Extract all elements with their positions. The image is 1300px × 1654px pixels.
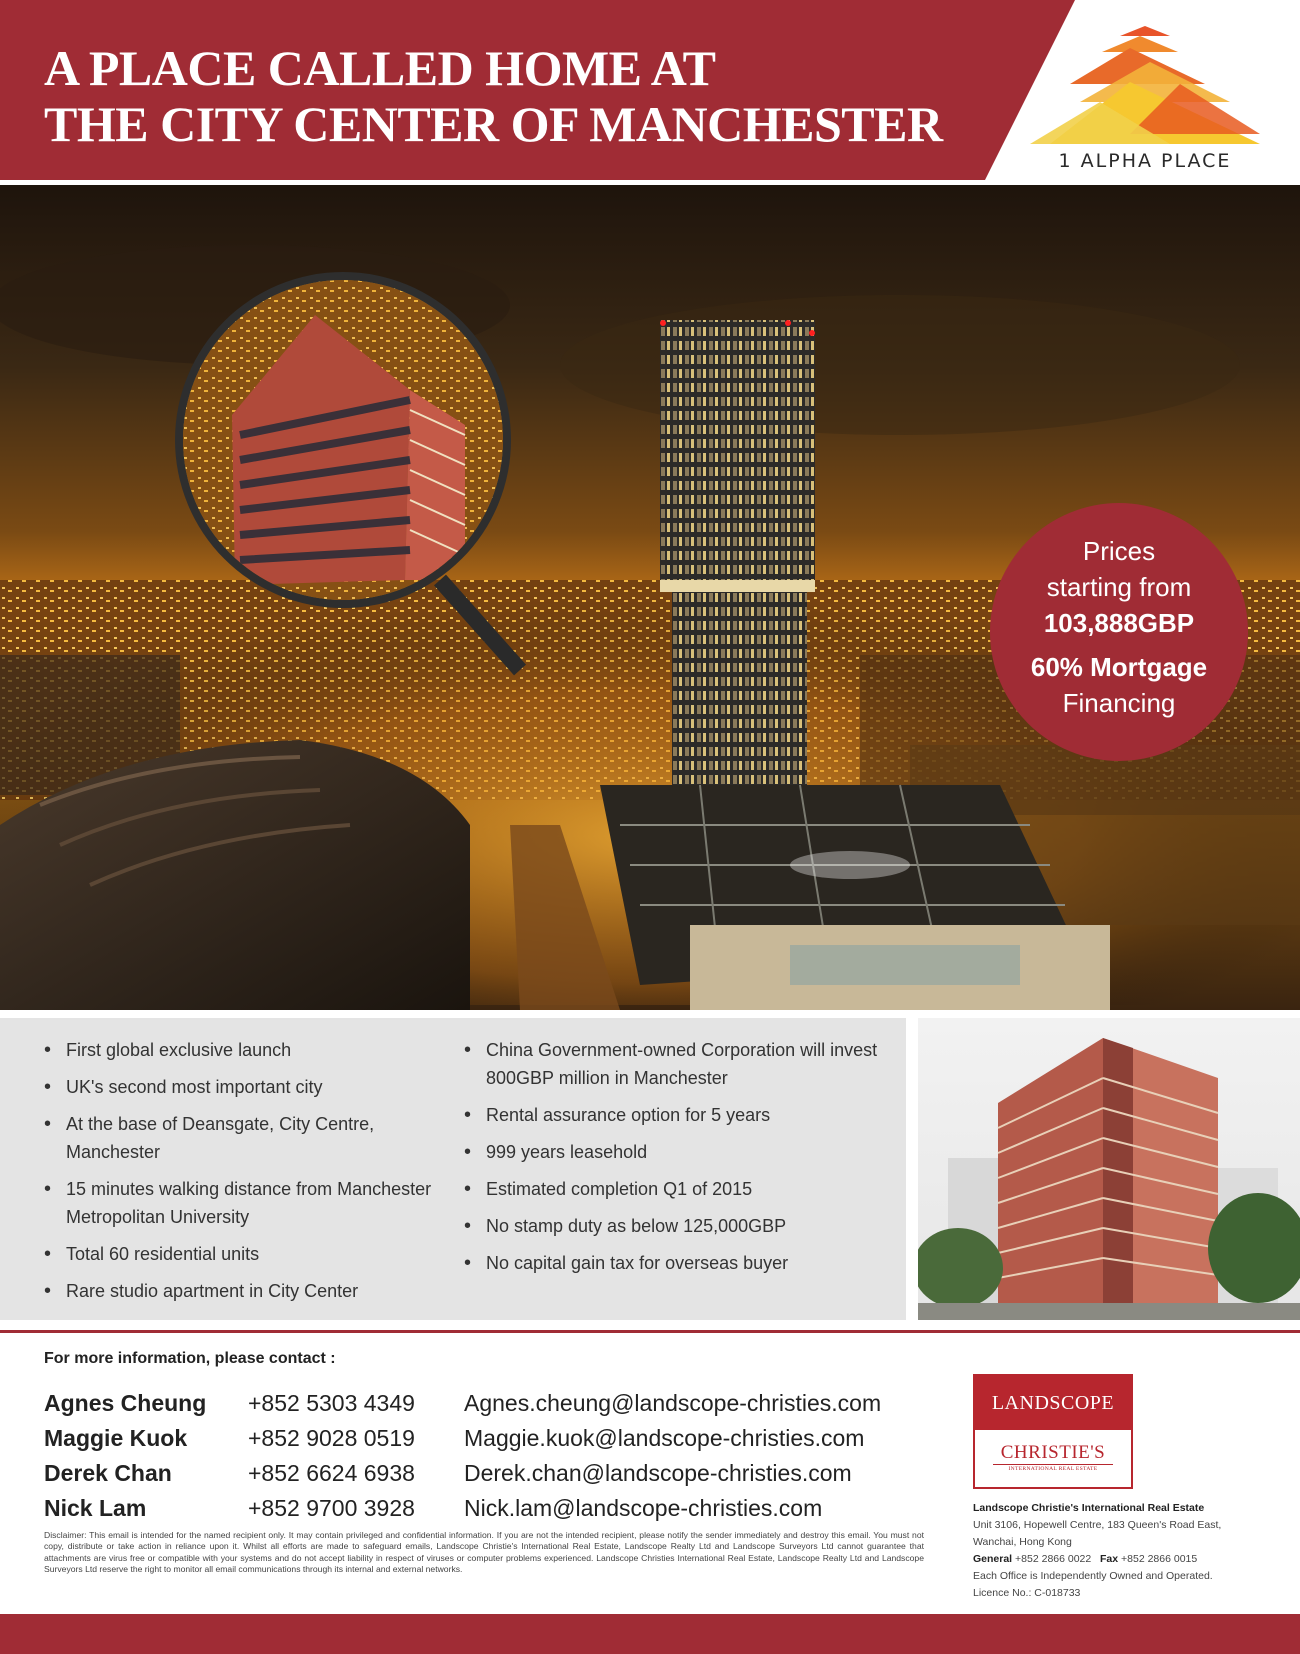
list-item: • China Government-owned Corporation will invest 800GBP million in Manchester: [462, 1036, 882, 1092]
office-name: Landscope Christie's International Real Estate: [973, 1502, 1205, 1514]
logo-rule: [993, 1464, 1113, 1465]
mortgage-percent: 60% Mortgage: [1030, 652, 1208, 682]
landscope-christies-logo: [973, 1374, 1133, 1489]
office-info: [973, 1500, 1283, 1602]
financing-label: Financing: [1062, 688, 1176, 718]
contact-phone[interactable]: +852 9028 0519: [248, 1425, 415, 1451]
price-badge-line2: starting from: [1046, 572, 1192, 602]
christies-subtitle: INTERNATIONAL REAL ESTATE: [1008, 1466, 1098, 1472]
list-item: • 15 minutes walking distance from Manchester Metropolitan University: [42, 1175, 442, 1231]
contact-phone[interactable]: +852 9700 3928: [248, 1495, 415, 1521]
contact-email[interactable]: Derek.chan@landscope-christies.com: [464, 1460, 852, 1486]
contact-email[interactable]: Nick.lam@landscope-christies.com: [464, 1495, 823, 1521]
features-left-list: [42, 1036, 442, 1314]
office-phones: [973, 1551, 1283, 1568]
features-right-list: [462, 1036, 882, 1286]
list-item: • At the base of Deansgate, City Centre, Manchester: [42, 1110, 442, 1166]
footer-bar: [0, 1614, 1300, 1654]
list-item: • Rental assurance option for 5 years: [462, 1101, 882, 1129]
headline: [44, 40, 944, 152]
disclaimer: Disclaimer: This email is intended for the named recipient only. It may contain privileged and confidential information. If you are not the intended recipient, please notify the sender immediately and destroy this email. You must not copy, distribute or take action in reliance upon it. Whilst all efforts are made to safeguard emails, Landscope Christie's International Real Estate, Landscope Realty Ltd and Landscope Surveyors Ltd cannot guarantee that attachments are virus free or compatible with your systems and do not accept liability in respect of viruses or computer problems experienced. Landscope Christies International Real Estate, Landscope Realty Ltd and Landscope Surveyors Ltd reserve the right to monitor all email communications through its internal and external networks.: [44, 1530, 924, 1575]
contact-name: Derek Chan: [44, 1460, 172, 1486]
building-render: [918, 1018, 1300, 1320]
fax-label: Fax: [1100, 1553, 1119, 1565]
list-item: • First global exclusive launch: [42, 1036, 442, 1064]
contact-name: Agnes Cheung: [44, 1390, 207, 1416]
contact-email[interactable]: Maggie.kuok@landscope-christies.com: [464, 1425, 865, 1451]
contact-phone[interactable]: +852 6624 6938: [248, 1460, 415, 1486]
list-item: • No capital gain tax for overseas buyer: [462, 1249, 882, 1277]
headline-line-2: THE CITY CENTER OF MANCHESTER: [44, 96, 943, 152]
fax-number: +852 2866 0015: [1121, 1553, 1198, 1565]
list-item: • Rare studio apartment in City Center: [42, 1277, 442, 1305]
building-render-image: [918, 1018, 1300, 1320]
office-address-2: Wanchai, Hong Kong: [973, 1536, 1072, 1548]
licence-number: Licence No.: C-018733: [973, 1587, 1081, 1599]
features-panel: [0, 1018, 906, 1320]
list-item: • UK's second most important city: [42, 1073, 442, 1101]
headline-line-1: A PLACE CALLED HOME AT: [44, 40, 716, 96]
contact-email[interactable]: Agnes.cheung@landscope-christies.com: [464, 1390, 882, 1416]
section-divider: [0, 1330, 1300, 1333]
list-item: • No stamp duty as below 125,000GBP: [462, 1212, 882, 1240]
price-badge-line1: Prices: [1082, 536, 1156, 566]
list-item: • Estimated completion Q1 of 2015: [462, 1175, 882, 1203]
price-badge: [990, 503, 1248, 761]
office-address-1: Unit 3106, Hopewell Centre, 183 Queen's Road East,: [973, 1519, 1222, 1531]
christies-wordmark: CHRISTIE'S: [1000, 1442, 1106, 1463]
landscope-wordmark: LANDSCOPE: [975, 1376, 1131, 1430]
list-item: • 999 years leasehold: [462, 1138, 882, 1166]
starting-price: 103,888GBP: [1043, 608, 1195, 638]
office-note: Each Office is Independently Owned and Operated.: [973, 1570, 1213, 1582]
contact-heading: For more information, please contact :: [44, 1350, 336, 1367]
header: [0, 0, 1300, 185]
logo-label: 1 ALPHA PLACE: [1058, 150, 1232, 172]
general-phone[interactable]: +852 2866 0022: [1015, 1553, 1092, 1565]
contact-name: Nick Lam: [44, 1495, 147, 1521]
general-label: General: [973, 1553, 1013, 1565]
contact-name: Maggie Kuok: [44, 1425, 188, 1451]
hero-city-photo: [0, 185, 1300, 1010]
list-item: • Total 60 residential units: [42, 1240, 442, 1268]
contact-phone[interactable]: +852 5303 4349: [248, 1390, 415, 1416]
